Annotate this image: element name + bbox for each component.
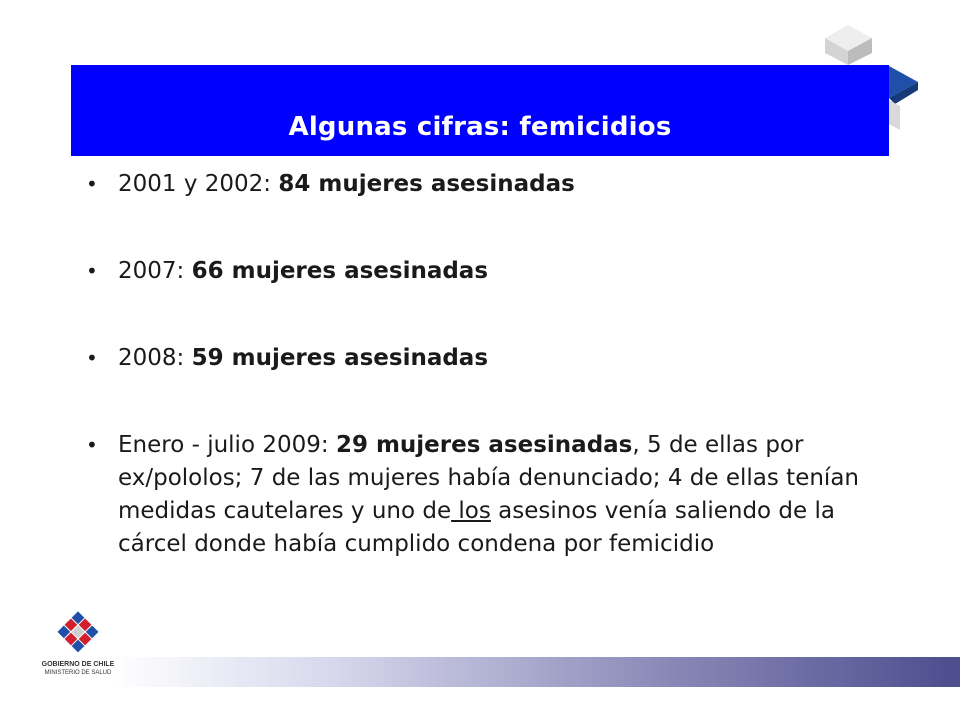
bullet-prefix: Enero - julio 2009: — [118, 432, 336, 458]
bullet-suffix: , 5 de ellas por ex/pololos; 7 de las mujeres había denunciado; 4 de ellas tenían medidas cautelares y uno de — [118, 432, 859, 524]
bullet-item — [86, 168, 866, 201]
bullet-bold: 59 mujeres asesinadas — [191, 345, 489, 371]
title-bar — [71, 65, 889, 156]
bullet-underlined: los — [451, 498, 491, 524]
bullet-tail: asesinos venía saliendo de la cárcel donde había cumplido condena por femicidio — [118, 498, 835, 557]
bullet-prefix: 2007: — [118, 258, 192, 284]
logo-subtitle: MINISTERIO DE SALUD — [44, 670, 112, 676]
bullet-item — [86, 429, 866, 561]
bullet-prefix: 2001 y 2002: — [118, 171, 279, 197]
gobierno-chile-logo — [28, 610, 128, 690]
bullet-bold: 84 mujeres asesinadas — [278, 171, 575, 197]
bullet-bold: 66 mujeres asesinadas — [191, 258, 489, 284]
bullet-dot-icon: • — [86, 172, 98, 196]
slide-title: Algunas cifras: femicidios — [288, 112, 672, 142]
bullet-dot-icon: • — [86, 259, 98, 283]
logo-title: GOBIERNO DE CHILE — [41, 661, 115, 668]
bullet-item — [86, 255, 866, 288]
bullet-bold: 29 mujeres asesinadas — [335, 432, 633, 458]
gobierno-chile-logo-icon — [28, 610, 128, 660]
footer-band — [112, 657, 960, 687]
bullet-list — [86, 168, 866, 615]
bullet-prefix: 2008: — [118, 345, 192, 371]
bullet-dot-icon: • — [86, 433, 98, 457]
bullet-dot-icon: • — [86, 346, 98, 370]
bullet-item — [86, 342, 866, 375]
